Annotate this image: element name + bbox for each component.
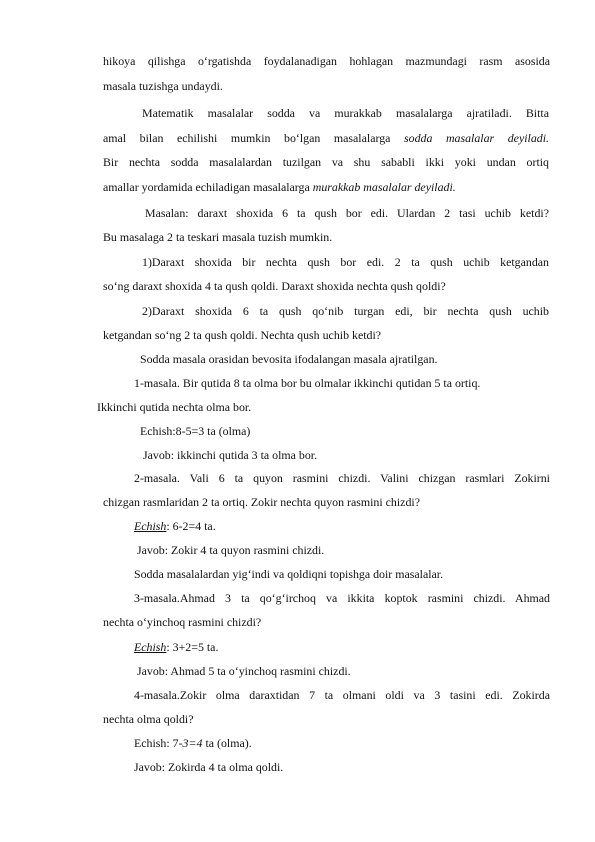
- text-line: 1-masala. Bir qutida 8 ta olma bor bu olmalar ikkinchi qutidan 5 ta ortiq.: [134, 376, 481, 390]
- italic-term: 3=4: [182, 736, 203, 750]
- text-line: [134, 517, 216, 536]
- text-line: Sodda masala orasidan bevosita ifodalangan masala ajratilgan.: [140, 352, 438, 366]
- text-line: so‘ng daraxt shoxida 4 ta qush qoldi. Daraxt shoxida nechta qush qoldi?: [103, 279, 446, 293]
- italic-term: sodda masalalar deyiladi.: [404, 131, 550, 145]
- text-span: : 3+2=5 ta.: [166, 640, 219, 654]
- text-line: Matematik masalalar sodda va murakkab masalalarga ajratiladi. Bitta: [142, 106, 549, 120]
- italic-term: murakkab masalalar deyiladi.: [312, 180, 456, 194]
- text-line: 1)Daraxt shoxida bir nechta qush bor edi. 2 ta qush uchib ketgandan: [142, 255, 549, 269]
- text-line: Javob: Ahmad 5 ta o‘yinchoq rasmini chizdi.: [137, 664, 351, 678]
- text-line: Javob: Zokir 4 ta quyon rasmini chizdi.: [137, 543, 325, 557]
- text-line: Echish:8-5=3 ta (olma): [140, 424, 251, 438]
- text-line: nechta olma qoldi?: [103, 712, 194, 726]
- text-line: Bir nechta sodda masalalardan tuzilgan va shu sababli ikki yoki undan ortiq: [103, 155, 549, 169]
- text-line: ketgandan so‘ng 2 ta qush qoldi. Nechta qush uchib ketdi?: [103, 328, 382, 342]
- echish-label: Echish: [134, 640, 167, 654]
- text-line: [103, 129, 549, 148]
- text-line: 2)Daraxt shoxida 6 ta qush qo‘nib turgan edi, bir nechta qush uchib: [142, 304, 549, 318]
- text-line: 3-masala.Ahmad 3 ta qo‘g‘irchoq va ikkita koptok rasmini chizdi. Ahmad: [134, 591, 550, 605]
- text-line: Sodda masalalardan yig‘indi va qoldiqni topishga doir masalalar.: [134, 567, 444, 581]
- text-line: 2-masala. Vali 6 ta quyon rasmini chizdi. Valini chizgan rasmlari Zokirni: [134, 471, 550, 485]
- text-span: amal bilan echilishi mumkin bo‘lgan masalalarga: [103, 131, 404, 145]
- text-line: hikoya qilishga o‘rgatishda foydalanadigan hohlagan mazmundagi rasm asosida: [103, 54, 550, 68]
- text-span: Echish: 7-: [134, 736, 183, 750]
- text-span: ta (olma).: [202, 736, 252, 750]
- text-line: [134, 734, 252, 753]
- text-line: Ikkinchi qutida nechta olma bor.: [97, 400, 252, 414]
- text-line: masala tuzishga undaydi.: [103, 79, 223, 93]
- text-line: 4-masala.Zokir olma daraxtidan 7 ta olmani oldi va 3 tasini edi. Zokirda: [134, 688, 550, 702]
- text-line: [134, 638, 218, 657]
- text-line: Javob: ikkinchi qutida 3 ta olma bor.: [143, 448, 318, 462]
- text-span: : 6-2=4 ta.: [166, 519, 216, 533]
- text-line: Bu masalaga 2 ta teskari masala tuzish mumkin.: [103, 230, 333, 244]
- text-line: Masalan: daraxt shoxida 6 ta qush bor edi. Ulardan 2 tasi uchib ketdi?: [145, 206, 549, 220]
- echish-label: Echish: [134, 519, 167, 533]
- text-span: amallar yordamida echiladigan masalalarga: [103, 180, 313, 194]
- text-line: nechta o‘yinchoq rasmini chizdi?: [103, 615, 262, 629]
- text-line: chizgan rasmlaridan 2 ta ortiq. Zokir nechta quyon rasmini chizdi?: [103, 495, 420, 509]
- text-line: [103, 178, 456, 197]
- text-line: Javob: Zokirda 4 ta olma qoldi.: [134, 760, 284, 774]
